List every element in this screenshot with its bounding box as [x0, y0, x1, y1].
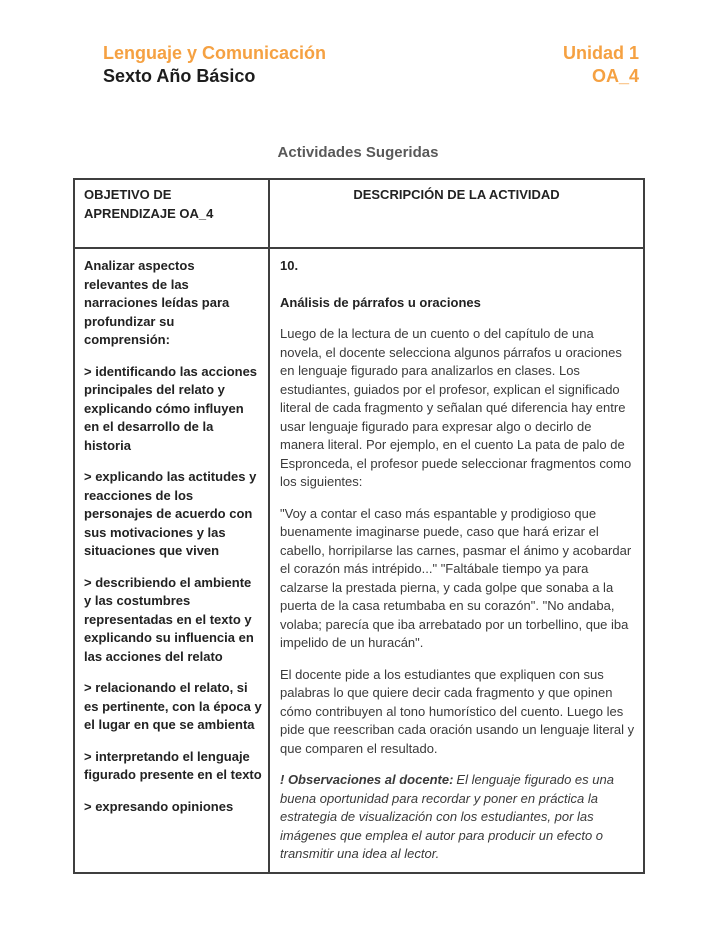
objective-bullet: > identificando las acciones principales del relato y explicando cómo influyen en el desarrollo de la historia [84, 363, 258, 453]
objective-cell [74, 248, 269, 873]
table-body-row [74, 248, 644, 873]
activity-number: 10. [280, 258, 299, 273]
activity-title: Análisis de párrafos u oraciones [280, 294, 481, 310]
objective-bullet: > expresando opiniones [84, 798, 234, 814]
activity-quote-paragraph: "Voy a contar el caso más espantable y prodigioso que buenamente imaginarse puede, caso que hará erizar el cabello, horripilarse las carnes, pasmar el ánimo y acobardar el corazón más intrépido..." "Faltábale tiempo ya para calzarse la prestada pierna, y cada golpe que sonaba a la puerta de la casa retumbaba en su corazón". "No andaba, volaba; parecía que iba arrebatado por un torbellino, que iba impelido de un huracán". [280, 505, 632, 650]
observations-label: ! Observaciones al docente: [280, 772, 454, 787]
objective-bullet: > describiendo el ambiente y las costumbres representadas en el texto y explicando su influencia en las acciones del relato [84, 574, 254, 664]
objective-bullet: > explicando las actitudes y reacciones de los personajes de acuerdo con sus motivaciones y las situaciones que viven [84, 469, 257, 558]
table-header-row [74, 179, 644, 248]
activity-paragraph: El docente pide a los estudiantes que expliquen con sus palabras lo que quiere decir cada fragmento y que opinen cómo contribuyen al tono humorístico del cuento. Luego les pide que reescriban cada oración usando un lenguaje literal y que comparen el resultado. [280, 666, 635, 756]
activity-paragraph: Luego de la lectura de un cuento o del capítulo de una novela, el docente selecciona algunos párrafos u oraciones en lenguaje figurado para analizarlos en clases. Los estudiantes, guiados por el profesor, explican el significado literal de cada fragmento y señalan qué diferencia hay entre usar lenguaje figurado para expresar algo o decirlo de manera literal. Por ejemplo, en el cuento La pata de palo de Espronceda, el profesor puede seleccionar fragmentos como los siguientes: [280, 326, 632, 489]
document-header [73, 42, 643, 88]
oa-label: OA_4 [591, 66, 639, 86]
activity-table [73, 178, 645, 874]
objective-column-header: OBJETIVO DE APRENDIZAJE OA_4 [74, 179, 269, 248]
header-left [103, 42, 326, 88]
description-cell [269, 248, 644, 873]
observations-text: El lenguaje figurado es una buena oportunidad para recordar y poner en práctica la estrategia de visualización con los estudiantes, por las imágenes que emplea el autor para producir un efecto o transmitir una idea al lector. [280, 772, 614, 861]
description-column-header: DESCRIPCIÓN DE LA ACTIVIDAD [269, 179, 644, 248]
observations-paragraph [280, 771, 635, 864]
section-title: Actividades Sugeridas [277, 144, 439, 161]
header-right [563, 42, 639, 88]
grade-subtitle: Sexto Año Básico [103, 66, 256, 86]
objective-bullet: > relacionando el relato, si es pertinente, con la época y el lugar en que se ambienta [84, 680, 262, 732]
objective-bullet: > interpretando el lenguaje figurado presente en el texto [84, 748, 262, 782]
objective-intro: Analizar aspectos relevantes de las narraciones leídas para profundizar su comprensión: [84, 258, 230, 347]
unit-label: Unidad 1 [562, 43, 639, 63]
course-title: Lenguaje y Comunicación [103, 43, 327, 63]
